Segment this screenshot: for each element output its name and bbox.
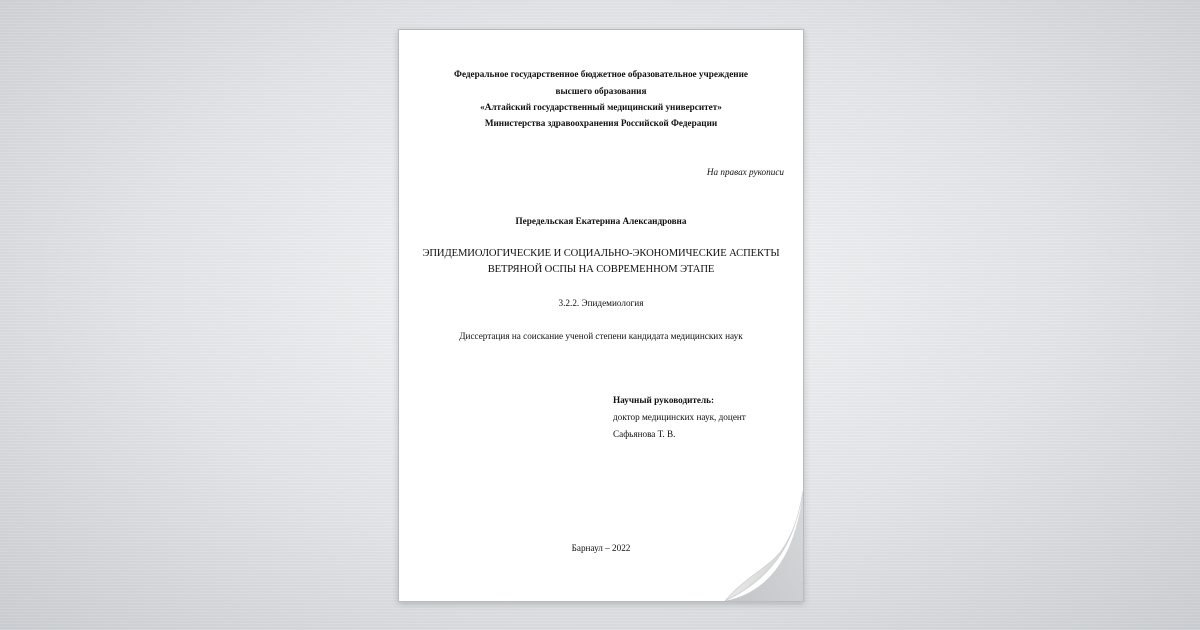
header-line-1: Федеральное государственное бюджетное образовательное учреждение [454,69,748,79]
supervisor-name: Сафьянова Т. В. [613,429,676,439]
page-curl-icon [725,481,803,601]
specialty: 3.2.2. Эпидемиология [558,298,644,308]
supervisor-label: Научный руководитель: [613,395,715,405]
author-name: Передельская Екатерина Александровна [515,216,687,226]
document-page [398,29,804,602]
rights-note: На правах рукописи [706,167,784,177]
title-line-1: ЭПИДЕМИОЛОГИЧЕСКИЕ И СОЦИАЛЬНО-ЭКОНОМИЧЕСКИЕ АСПЕКТЫ [422,248,780,259]
header-line-4: Министерства здравоохранения Российской Федерации [484,118,718,128]
header-line-3: «Алтайский государственный медицинский университет» [480,102,722,112]
supervisor-rank: доктор медицинских наук, доцент [613,412,746,422]
place-year: Барнаул – 2022 [571,543,631,553]
header-line-2: высшего образования [555,86,647,96]
degree-statement: Диссертация на соискание ученой степени кандидата медицинских наук [459,331,743,341]
title-line-2: ВЕТРЯНОЙ ОСПЫ НА СОВРЕМЕННОМ ЭТАПЕ [487,264,715,275]
